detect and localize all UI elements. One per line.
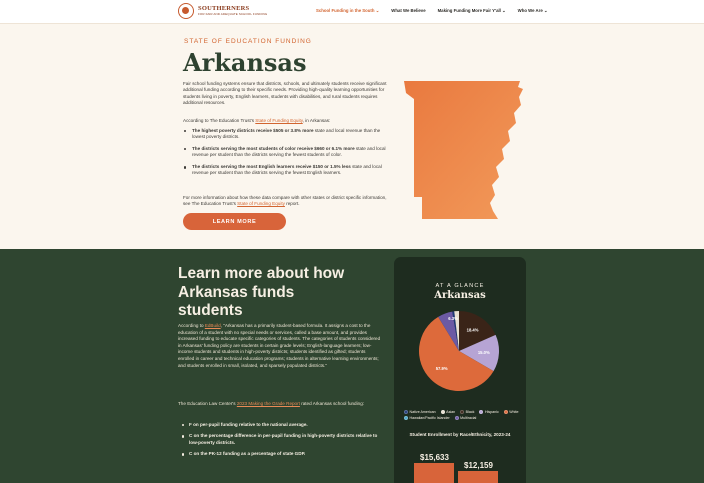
card-eyebrow: AT A GLANCE bbox=[435, 283, 485, 289]
learn-more-button[interactable]: LEARN MORE bbox=[183, 213, 286, 230]
legend-swatch bbox=[504, 410, 508, 414]
list-item: C on the percentage difference in per-pupil funding in high-poverty districts relative to low-poverty districts. bbox=[178, 433, 378, 446]
closing-paragraph: For more information about how these data compare with other states or district specific information, see The Education Trust's State of Funding Equity report. bbox=[183, 195, 387, 207]
arkansas-map bbox=[400, 79, 526, 221]
legend-item bbox=[504, 410, 519, 414]
state-of-funding-equity-link[interactable]: State of Funding Equity bbox=[255, 118, 303, 123]
legend-label: Native American bbox=[409, 410, 436, 414]
legend-label: Black bbox=[465, 410, 475, 414]
legend-item bbox=[455, 416, 477, 420]
legend-label: White bbox=[509, 410, 519, 414]
list-item: The districts serving the most English learners receive $150 or 1.5% less state and local revenue per student than the districts serving the fewest English learners. bbox=[192, 164, 392, 176]
making-the-grade-link[interactable]: 2023 Making the Grade Report bbox=[236, 401, 300, 406]
pie-legend bbox=[404, 410, 519, 420]
legend-item bbox=[404, 416, 450, 420]
logo-tagline: FOR FAIR AND ADEQUATE SCHOOL FUNDING bbox=[198, 12, 268, 17]
at-a-glance-card bbox=[394, 257, 526, 483]
pie-data-label: 18.4% bbox=[466, 327, 479, 333]
pie-data-label: 15.0% bbox=[477, 349, 490, 355]
list-item: The districts serving the most students of color receive $660 or 6.1% more state and local revenue per student than the districts serving the fewest students of color. bbox=[192, 146, 392, 158]
card-title: Arkansas bbox=[434, 290, 486, 301]
legend-swatch bbox=[460, 410, 464, 414]
nav-item-school-funding[interactable]: School Funding in the South ⌄ bbox=[316, 8, 380, 13]
bar-label-2: $12,159 bbox=[464, 460, 493, 470]
funding-facts-list bbox=[192, 128, 392, 183]
legend-swatch bbox=[455, 416, 459, 420]
edbuild-link[interactable]: EdBuild bbox=[204, 323, 221, 328]
legend-item bbox=[479, 410, 498, 414]
legend-item bbox=[404, 410, 436, 414]
legend-swatch bbox=[404, 416, 408, 420]
legend-swatch bbox=[404, 410, 408, 414]
legend-label: Asian bbox=[446, 410, 456, 414]
grades-list bbox=[178, 422, 378, 463]
state-of-funding-equity-report-link[interactable]: State of Funding Equity bbox=[237, 201, 285, 207]
main-menu bbox=[316, 8, 548, 14]
legend-label: Multiracial bbox=[460, 416, 477, 420]
logo-seal-icon bbox=[178, 3, 194, 19]
legend-item bbox=[460, 410, 474, 414]
legend-label: Hawaiian/Pacific Islander bbox=[409, 416, 450, 420]
bar-label-1: $15,633 bbox=[420, 453, 449, 462]
hero-section bbox=[0, 24, 704, 249]
list-item: The highest poverty districts receive $505 or 3.8% more state and local revenue than the lowest poverty districts. bbox=[192, 128, 392, 140]
list-item: F on per-pupil funding relative to the national average. bbox=[178, 422, 378, 428]
bar-1 bbox=[414, 463, 454, 483]
edbuild-paragraph: According to EdBuild, "Arkansas has a primarily student-based formula. It assigns a cost to the education of a student with no special needs or services, called a base amount, and provides increased funding to educate specific categories of students. The categories of students considered in Arkansas' funding policy are students in certain grade levels; English-language learners; low-income students and students in high-poverty districts; students identified as gifted; students enrolled in career and technical education programs; students in alternative learning environments; and students enrolled in small, isolated, and sparsely populated districts." bbox=[178, 323, 381, 368]
funding-details-section bbox=[0, 249, 704, 483]
legend-swatch bbox=[479, 410, 483, 414]
according-line: According to The Education Trust's State of Funding Equity, in Arkansas: bbox=[183, 118, 331, 123]
logo-name: SOUTHERNERS bbox=[198, 4, 250, 12]
nav-item-who-we-are[interactable]: Who We Are ⌄ bbox=[517, 8, 548, 13]
top-nav bbox=[0, 0, 704, 24]
intro-paragraph: Fair school funding systems ensure that districts, schools, and ultimately students receive significant additional funding according to their specific needs. Providing high-quality learning opportunities for students living in poverty, English learners, students with disabilities, and rural students requires additional resources. bbox=[183, 81, 387, 105]
legend-label: Hispanic bbox=[484, 410, 499, 414]
nav-item-making-funding-fair[interactable]: Making Funding More Fair Y'all ⌄ bbox=[437, 8, 506, 13]
section-eyebrow: STATE OF EDUCATION FUNDING bbox=[184, 38, 312, 45]
pie-caption: Student Enrollment by Race/Ethnicity, 2023-24 bbox=[409, 432, 511, 437]
list-item: C on the PK-12 funding as a percentage of state GDP. bbox=[178, 451, 378, 457]
page-title: Arkansas bbox=[183, 48, 307, 77]
legend-swatch bbox=[441, 410, 445, 414]
pie-data-label: 57.9% bbox=[435, 366, 448, 372]
pie-data-label: 6.3% bbox=[448, 316, 458, 321]
enrollment-pie-chart bbox=[417, 309, 501, 393]
legend-item bbox=[441, 410, 456, 414]
elc-paragraph: The Education Law Center's 2023 Making the Grade Report rated Arkansas school funding: bbox=[178, 401, 365, 406]
bar-2 bbox=[458, 471, 498, 483]
site-logo[interactable] bbox=[178, 3, 267, 19]
nav-item-what-we-believe[interactable]: What We Believe bbox=[391, 8, 426, 13]
section-heading: Learn more about how Arkansas funds students bbox=[178, 265, 345, 319]
